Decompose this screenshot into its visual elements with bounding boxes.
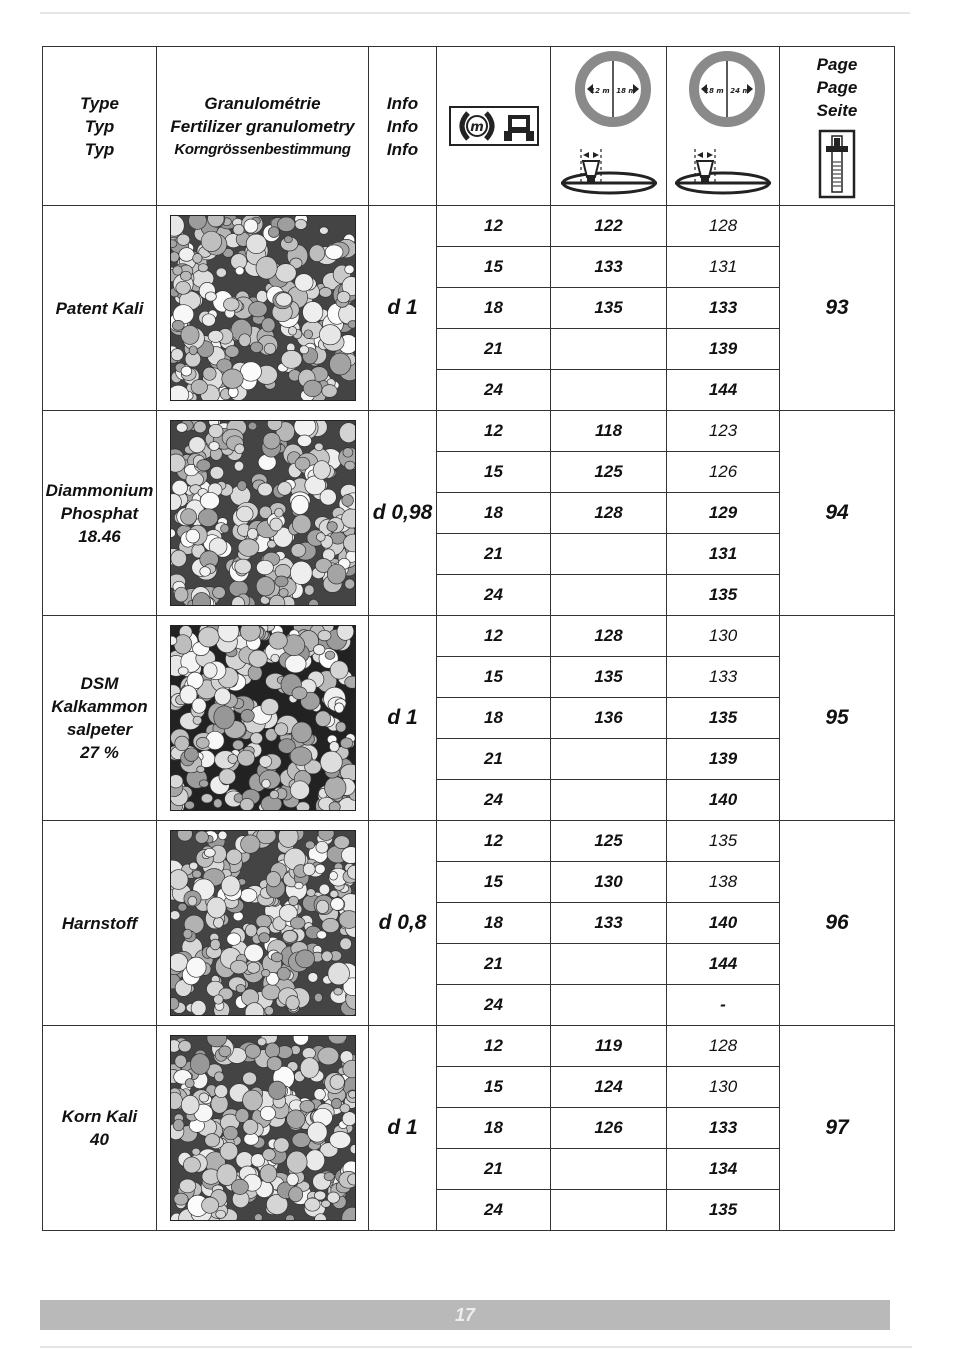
fertilizer-name-line: Diammonium <box>45 480 154 500</box>
fertilizer-name-line: Harnstoff <box>61 913 138 933</box>
fertilizer-granules-photo <box>170 1035 356 1221</box>
disc-1-setting-cell <box>551 985 667 1026</box>
disc-1-setting-cell: 128 <box>551 493 667 534</box>
fertilizer-granules-photo <box>170 215 356 401</box>
disc-1-setting-cell: 125 <box>551 452 667 493</box>
fertilizer-granules-photo <box>170 830 356 1016</box>
working-width-cell: 21 <box>437 944 551 985</box>
granulometry-cell <box>157 1026 369 1231</box>
page-header-line: Page <box>816 77 858 97</box>
page-reference-cell: 94 <box>780 411 895 616</box>
working-width-cell: 15 <box>437 1067 551 1108</box>
tramline-width-icon <box>448 101 540 151</box>
info-header <box>369 47 437 206</box>
fertilizer-name-line: Patent Kali <box>55 298 144 318</box>
disc-2-header <box>667 47 780 206</box>
disc-1-setting-cell: 124 <box>551 1067 667 1108</box>
disc-1-setting-cell <box>551 534 667 575</box>
granulometry-cell <box>157 206 369 411</box>
working-width-cell: 18 <box>437 493 551 534</box>
type-header <box>43 47 157 206</box>
disc-1-setting-cell: 122 <box>551 206 667 247</box>
working-width-cell: 15 <box>437 862 551 903</box>
fertilizer-type-cell <box>43 616 157 821</box>
working-width-cell: 18 <box>437 903 551 944</box>
disc-2-setting-cell: 126 <box>667 452 780 493</box>
disc-2-setting-cell: 130 <box>667 1067 780 1108</box>
working-width-cell: 15 <box>437 247 551 288</box>
disc-2-setting-cell: 135 <box>667 575 780 616</box>
disc-2-setting-cell: 133 <box>667 657 780 698</box>
disc-2-setting-cell: 130 <box>667 616 780 657</box>
fertilizer-granules-photo <box>170 625 356 811</box>
disc-1-setting-cell: 135 <box>551 288 667 329</box>
fertilizer-name-line: salpeter <box>66 720 133 739</box>
disc-1-setting-cell: 136 <box>551 698 667 739</box>
disc-2-setting-cell: - <box>667 985 780 1026</box>
page-reference-cell: 95 <box>780 616 895 821</box>
fertilizer-name-line: Phosphat <box>60 503 139 523</box>
working-width-cell: 24 <box>437 1190 551 1231</box>
granulometry-cell <box>157 821 369 1026</box>
fertilizer-settings-table <box>42 46 895 1231</box>
fertilizer-name-line: Korn Kali <box>61 1107 138 1126</box>
adjustment-lever-icon <box>817 128 857 200</box>
disc-2-setting-cell: 135 <box>667 821 780 862</box>
type-header-line: Type <box>79 93 120 113</box>
disc-1-setting-cell: 133 <box>551 903 667 944</box>
disc-1-setting-cell <box>551 329 667 370</box>
disc-1-header <box>551 47 667 206</box>
table-row <box>43 616 895 657</box>
working-width-cell: 12 <box>437 411 551 452</box>
info-header-line: Info <box>386 116 419 136</box>
header-row <box>43 47 895 206</box>
working-width-cell: 15 <box>437 657 551 698</box>
granulometry-header-line: Fertilizer granulometry <box>170 116 355 136</box>
page-header-line: Page <box>816 54 858 74</box>
working-width-cell: 18 <box>437 698 551 739</box>
density-info-cell: d 1 <box>369 206 437 411</box>
disc-2-setting-cell: 133 <box>667 288 780 329</box>
fertilizer-granules-photo <box>170 420 356 606</box>
granulometry-cell <box>157 411 369 616</box>
fertilizer-type-cell <box>43 1026 157 1231</box>
fertilizer-type-cell <box>43 411 157 616</box>
spreading-disc-icon <box>671 51 775 201</box>
disc-2-setting-cell: 129 <box>667 493 780 534</box>
disc-1-setting-cell: 130 <box>551 862 667 903</box>
disc-2-setting-cell: 131 <box>667 247 780 288</box>
disc-1-setting-cell <box>551 370 667 411</box>
disc-1-setting-cell: 119 <box>551 1026 667 1067</box>
disc-1-setting-cell <box>551 1190 667 1231</box>
working-width-cell: 12 <box>437 206 551 247</box>
granulometry-header-line: Granulométrie <box>204 93 321 113</box>
disc-1-setting-cell <box>551 944 667 985</box>
disc-2-setting-cell: 123 <box>667 411 780 452</box>
svg-text:m: m <box>469 120 484 135</box>
footer-bar <box>40 1300 890 1330</box>
granulometry-cell <box>157 616 369 821</box>
disc-1-setting-cell <box>551 739 667 780</box>
working-width-cell: 18 <box>437 1108 551 1149</box>
working-width-cell: 12 <box>437 1026 551 1067</box>
fertilizer-name-line: DSM <box>80 674 119 693</box>
fertilizer-type-cell <box>43 821 157 1026</box>
working-width-cell: 12 <box>437 821 551 862</box>
disc-1-setting-cell: 128 <box>551 616 667 657</box>
working-width-cell: 15 <box>437 452 551 493</box>
disc-2-right-label: 24 m <box>730 87 750 95</box>
working-width-cell: 21 <box>437 329 551 370</box>
info-header-line: Info <box>386 93 419 113</box>
table-row <box>43 821 895 862</box>
type-header-line: Typ <box>84 139 115 159</box>
disc-2-left-label: 18 m <box>704 87 724 95</box>
disc-2-setting-cell: 133 <box>667 1108 780 1149</box>
page-header <box>780 47 895 206</box>
table-row <box>43 1026 895 1067</box>
density-info-cell: d 1 <box>369 1026 437 1231</box>
granulometry-header <box>157 47 369 206</box>
disc-1-setting-cell <box>551 780 667 821</box>
working-width-cell: 24 <box>437 575 551 616</box>
disc-2-setting-cell: 134 <box>667 1149 780 1190</box>
fertilizer-name-line: 27 % <box>80 743 119 762</box>
page-top-line <box>40 12 910 14</box>
disc-2-setting-cell: 144 <box>667 944 780 985</box>
disc-1-setting-cell <box>551 1149 667 1190</box>
disc-2-setting-cell: 139 <box>667 739 780 780</box>
working-width-cell: 24 <box>437 985 551 1026</box>
working-width-cell: 12 <box>437 616 551 657</box>
table-row <box>43 411 895 452</box>
disc-2-setting-cell: 135 <box>667 1190 780 1231</box>
disc-2-setting-cell: 138 <box>667 862 780 903</box>
disc-1-setting-cell: 135 <box>551 657 667 698</box>
page-header-line: Seite <box>816 100 858 120</box>
disc-1-left-label: 12 m <box>589 87 610 95</box>
working-width-cell: 21 <box>437 739 551 780</box>
fertilizer-name-line: 40 <box>90 1130 109 1149</box>
disc-2-setting-cell: 131 <box>667 534 780 575</box>
disc-1-setting-cell: 125 <box>551 821 667 862</box>
type-header-line: Typ <box>84 116 115 136</box>
disc-2-setting-cell: 135 <box>667 698 780 739</box>
density-info-cell: d 1 <box>369 616 437 821</box>
fertilizer-type-cell <box>43 206 157 411</box>
working-width-cell: 24 <box>437 370 551 411</box>
granulometry-header-line: Korngrössenbestimmung <box>174 140 351 158</box>
page-number: 17 <box>454 1305 476 1325</box>
fertilizer-name-line: 18.46 <box>78 526 121 546</box>
working-width-cell: 21 <box>437 534 551 575</box>
disc-1-setting-cell: 118 <box>551 411 667 452</box>
spreading-disc-icon <box>557 51 661 201</box>
working-width-cell: 24 <box>437 780 551 821</box>
info-header-line: Info <box>386 139 419 159</box>
fertilizer-name-line: Kalkammon <box>51 697 148 716</box>
disc-2-setting-cell: 144 <box>667 370 780 411</box>
page-reference-cell: 96 <box>780 821 895 1026</box>
disc-1-right-label: 18 m <box>615 87 636 95</box>
working-width-cell: 21 <box>437 1149 551 1190</box>
disc-2-setting-cell: 128 <box>667 1026 780 1067</box>
disc-2-setting-cell: 139 <box>667 329 780 370</box>
density-info-cell: d 0,98 <box>369 411 437 616</box>
disc-2-setting-cell: 140 <box>667 780 780 821</box>
table-row <box>43 206 895 247</box>
density-info-cell: d 0,8 <box>369 821 437 1026</box>
page-reference-cell: 97 <box>780 1026 895 1231</box>
working-width-cell: 18 <box>437 288 551 329</box>
disc-1-setting-cell: 133 <box>551 247 667 288</box>
disc-1-setting-cell: 126 <box>551 1108 667 1149</box>
disc-2-setting-cell: 140 <box>667 903 780 944</box>
page-bottom-line <box>40 1346 912 1348</box>
width-header <box>437 47 551 206</box>
disc-2-setting-cell: 128 <box>667 206 780 247</box>
disc-1-setting-cell <box>551 575 667 616</box>
page-reference-cell: 93 <box>780 206 895 411</box>
